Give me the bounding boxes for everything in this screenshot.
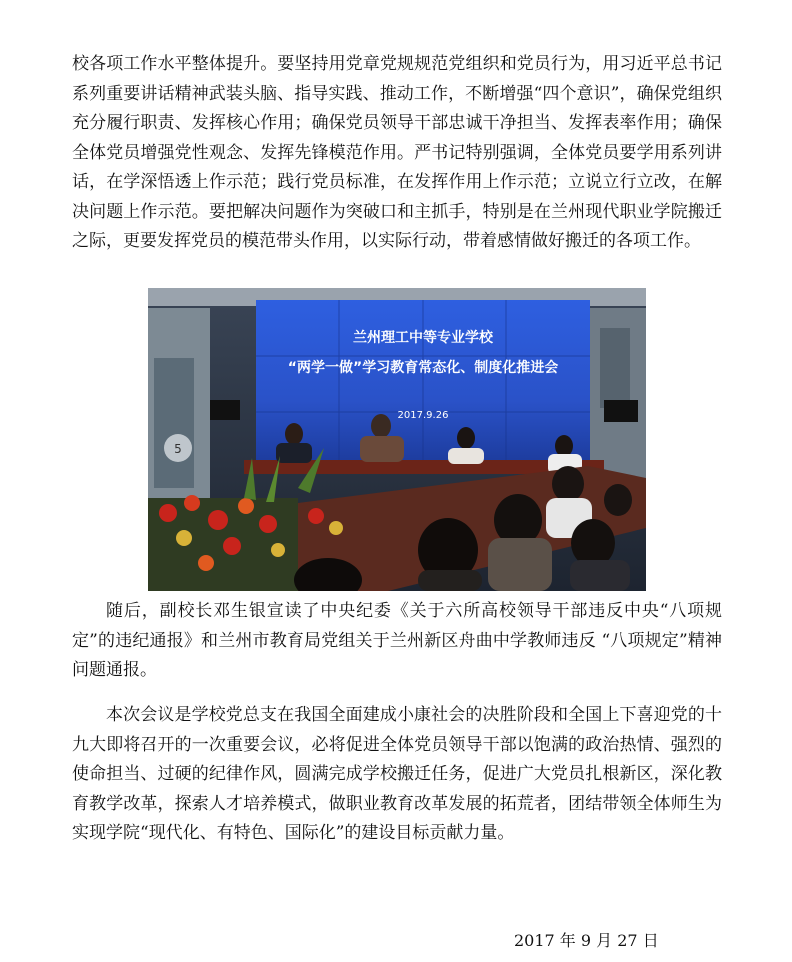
wall-sign-number: 5: [174, 442, 182, 456]
document-date: 2017 年 9 月 27 日: [514, 931, 659, 950]
body-paragraph-3: 本次会议是学校党总支在我国全面建成小康社会的决胜阶段和全国上下喜迎党的十九大即将召开的一次重要会议，必将促进全体党员领导干部以饱满的政治热情、强烈的使命担当、过硬的纪律作风，圆满完成学校搬迁任务，促进广大党员扎根新区，深化教育教学改革，探索人才培养模式，做职业教育改革发展的拓荒者，团结带领全体师生为实现学院“现代化、有特色、国际化”的建设目标贡献力量。: [72, 705, 722, 843]
left-speaker: [210, 400, 240, 420]
meeting-photo: [148, 288, 646, 591]
right-speaker: [604, 400, 638, 422]
screen-title: 兰州理工中等专业学校: [353, 330, 493, 346]
body-paragraph-1: 校各项工作水平整体提升。要坚持用党章党规规范党组织和党员行为，用习近平总书记系列重要讲话精神武装头脑、指导实践、推动工作，不断增强“四个意识”，确保党组织充分履行职责、发挥核心作用；确保党员领导干部忠诚干净担当、发挥表率作用；确保全体党员增强党性观念、发挥先锋模范作用。严书记特别强调，全体党员要学用系列讲话，在学深悟透上作示范；践行党员标准，在发挥作用上作示范；立说立行立改，在解决问题上作示范。要把解决问题作为突破口和主抓手，特别是在兰州现代职业学院搬迁之际，更要发挥党员的模范带头作用，以实际行动，带着感情做好搬迁的各项工作。: [72, 54, 722, 251]
screen-subtitle: “两学一做”学习教育常态化、制度化推进会: [287, 360, 559, 376]
body-paragraph-2: 随后，副校长邓生银宣读了中央纪委《关于六所高校领导干部违反中央“八项规定”的违纪通报》和兰州市教育局党组关于兰州新区舟曲中学教师违反 “八项规定”精神问题通报。: [72, 601, 722, 680]
screen-date: 2017.9.26: [397, 410, 449, 421]
